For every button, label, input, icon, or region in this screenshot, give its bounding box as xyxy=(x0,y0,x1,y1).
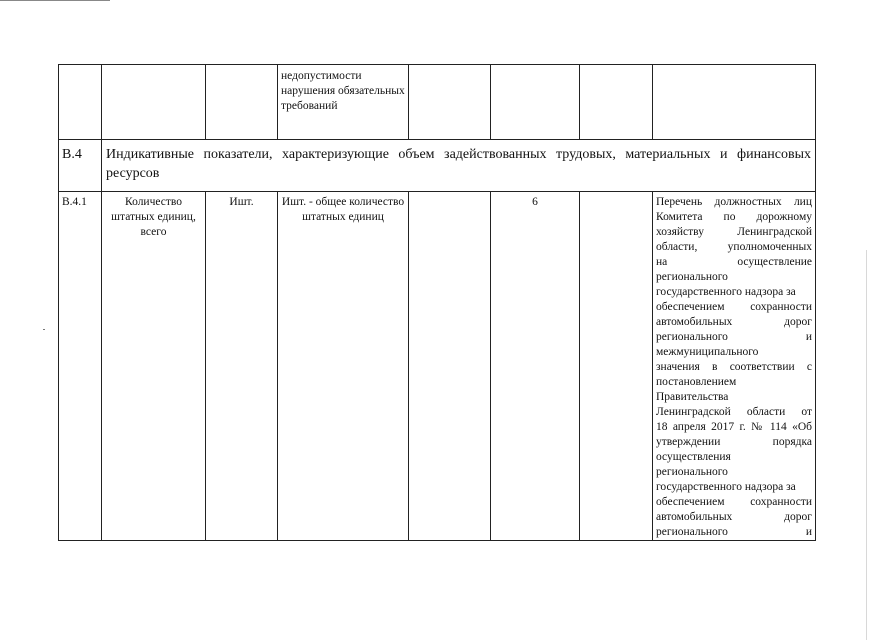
indicator-formula-description: Ишт. - общее количество штатных единиц xyxy=(278,192,409,541)
cell-empty-2 xyxy=(491,65,580,140)
source-line: регионального xyxy=(656,466,728,478)
cell-number xyxy=(59,65,102,140)
source-line: утверждении порядка xyxy=(656,436,812,448)
source-line: хозяйству Ленинградской xyxy=(656,226,812,238)
indicator-name: Количество штатных единиц, всего xyxy=(102,192,206,541)
source-line: обеспечением сохранности xyxy=(656,496,812,508)
source-line: обеспечением сохранности xyxy=(656,301,812,313)
source-line: государственного надзора за xyxy=(656,481,796,493)
cell-empty-4 xyxy=(653,65,816,140)
source-line: 18 апреля 2017 г. № 114 «Об xyxy=(656,421,812,433)
scan-artifact-edge xyxy=(866,250,867,640)
source-line: Ленинградской области от xyxy=(656,406,812,418)
cell-empty-1 xyxy=(409,65,491,140)
indicator-formula: Ишт. xyxy=(206,192,278,541)
continued-row xyxy=(59,65,816,140)
cell-formula xyxy=(206,65,278,140)
scan-artifact-dot xyxy=(43,329,45,330)
indicator-number: В.4.1 xyxy=(59,192,102,541)
source-line: автомобильных дорог xyxy=(656,511,812,523)
source-line: государственного надзора за xyxy=(656,286,796,298)
source-line: области, уполномоченных xyxy=(656,241,812,253)
indicator-source xyxy=(653,192,816,541)
source-line: регионального xyxy=(656,271,728,283)
source-line: Правительства xyxy=(656,391,729,403)
source-line: межмуниципального xyxy=(656,346,759,358)
indicator-value: 6 xyxy=(491,192,580,541)
cell-name xyxy=(102,65,206,140)
indicators-table xyxy=(58,64,816,541)
indicator-empty-1 xyxy=(409,192,491,541)
source-line: осуществления xyxy=(656,451,731,463)
source-line: постановлением xyxy=(656,376,737,388)
section-number: В.4 xyxy=(59,140,102,192)
indicator-empty-2 xyxy=(580,192,653,541)
source-line: автомобильных дорог xyxy=(656,316,812,328)
source-line: на осуществление xyxy=(656,256,812,268)
indicator-row xyxy=(59,192,816,541)
source-line: Комитета по дорожному xyxy=(656,211,812,223)
source-line: значения в соответствии с xyxy=(656,361,812,373)
source-line: регионального и xyxy=(656,526,812,538)
source-line: регионального и xyxy=(656,331,812,343)
section-title: Индикативные показатели, характеризующие объем задействованных трудовых, материальных и финансовых ресурсов xyxy=(102,140,816,192)
cell-requirement-text: недопустимости нарушения обязательных требований xyxy=(278,65,409,140)
cell-empty-3 xyxy=(580,65,653,140)
section-row xyxy=(59,140,816,192)
scan-artifact-line xyxy=(0,0,110,1)
source-line: Перечень должностных лиц xyxy=(656,196,812,208)
